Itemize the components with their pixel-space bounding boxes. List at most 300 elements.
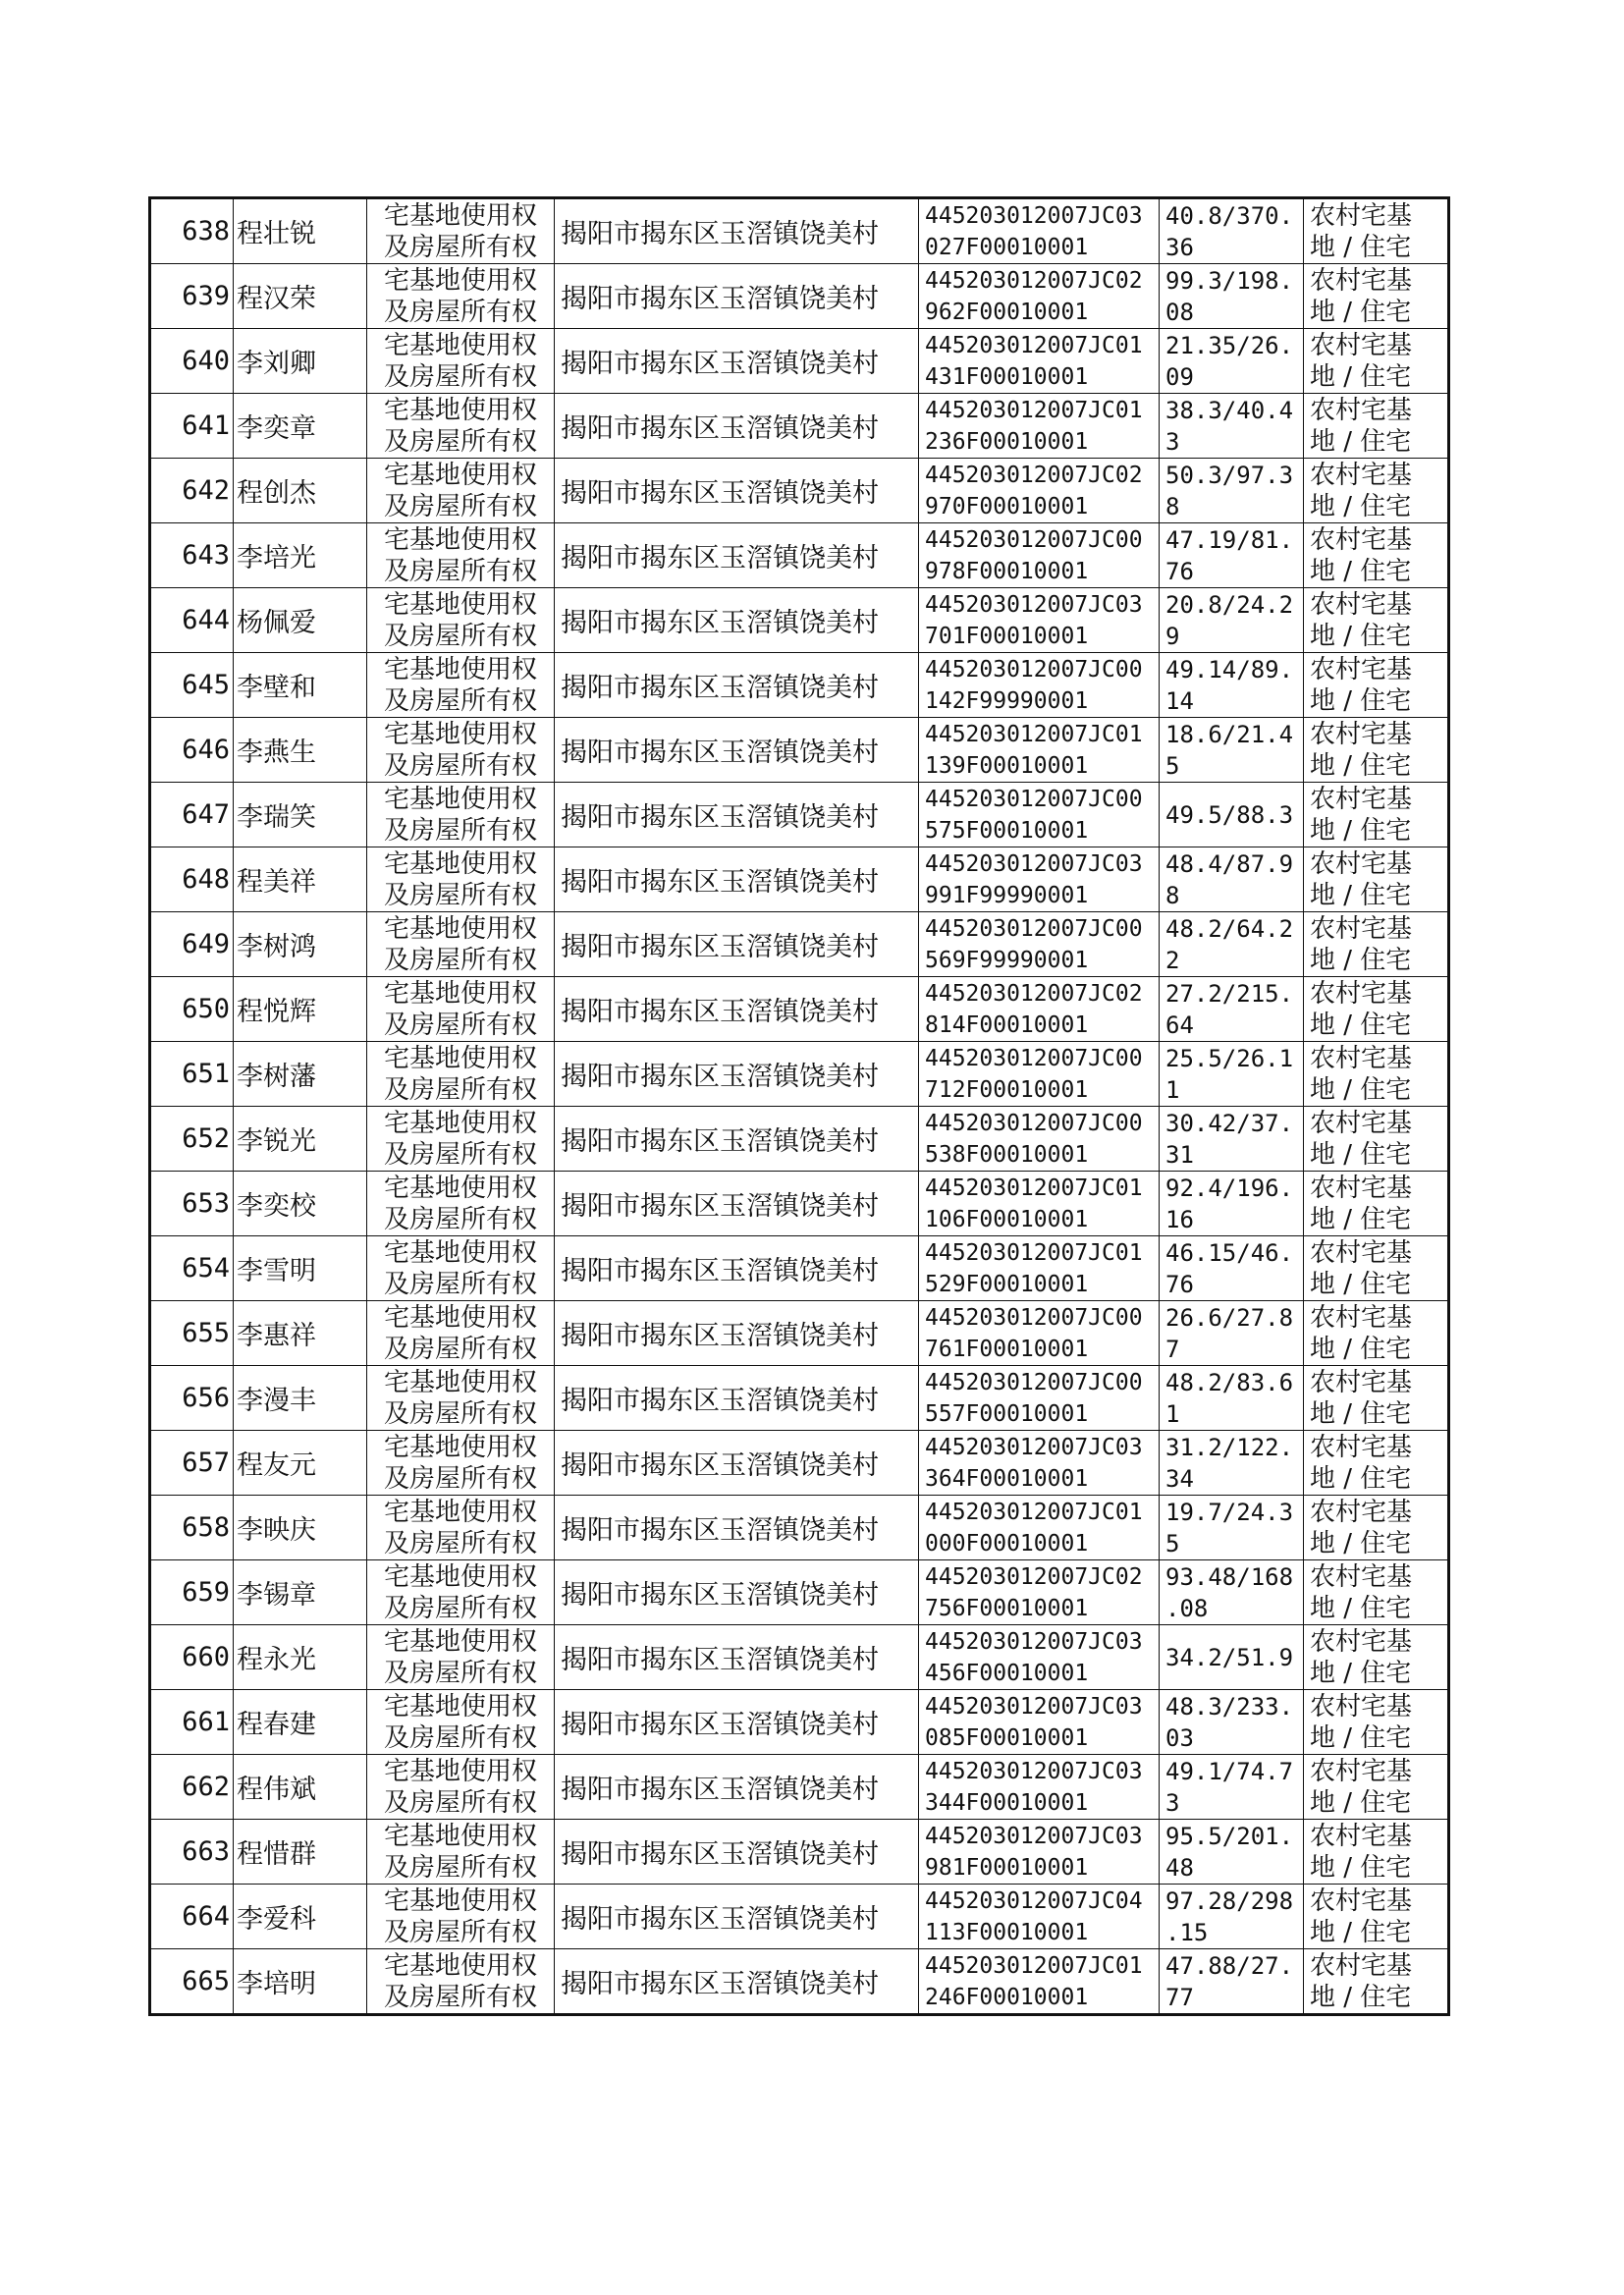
unit-code-text: 557F00010001: [925, 1400, 1089, 1427]
land-use-text: 农村宅基: [1310, 1108, 1413, 1138]
unit-code: [919, 1107, 1160, 1172]
area-value-text: 8: [1165, 881, 1180, 909]
unit-code: [919, 1496, 1160, 1560]
right-type: [367, 329, 555, 394]
land-use: [1304, 523, 1449, 588]
owner-name-text: 程伟斌: [237, 1775, 316, 1805]
unit-code-text: 569F99990001: [925, 947, 1089, 973]
owner-name-text: 程春建: [237, 1710, 316, 1740]
unit-code-text: 445203012007JC01: [925, 1952, 1143, 1979]
table-row: [150, 1042, 1449, 1107]
area-value-text: 8: [1165, 492, 1180, 520]
row-number: [150, 1755, 234, 1820]
table-row: [150, 912, 1449, 977]
area-value: [1160, 718, 1304, 783]
owner-name-text: 李惠祥: [237, 1321, 316, 1351]
area-value-text: 92.4/196.: [1165, 1174, 1294, 1202]
land-use-text: 地 / 住宅: [1310, 1528, 1412, 1558]
table-row: [150, 1690, 1449, 1755]
land-use-text: 农村宅基: [1310, 1821, 1413, 1851]
right-type-text: 及房屋所有权: [383, 880, 537, 910]
table-row: [150, 264, 1449, 329]
unit-code: [919, 1236, 1160, 1301]
table-row: [150, 653, 1449, 718]
table-row: [150, 588, 1449, 653]
unit-code: [919, 1820, 1160, 1885]
right-type: [367, 783, 555, 847]
owner-name-text: 李壁和: [237, 673, 316, 703]
land-use: [1304, 1496, 1449, 1560]
area-value: [1160, 912, 1304, 977]
unit-code: [919, 459, 1160, 523]
location: [555, 1560, 919, 1625]
right-type-text: 及房屋所有权: [383, 1074, 537, 1105]
land-use: [1304, 1172, 1449, 1236]
land-use: [1304, 912, 1449, 977]
row-number-text: 649: [182, 929, 230, 959]
table-row: [150, 198, 1449, 264]
row-number: [150, 329, 234, 394]
row-number: [150, 1690, 234, 1755]
row-number-text: 660: [182, 1642, 230, 1672]
location: [555, 264, 919, 329]
location-text: 揭阳市揭东区玉滘镇饶美村: [561, 1126, 879, 1157]
row-number-text: 642: [182, 475, 230, 506]
table-row: [150, 1107, 1449, 1172]
table-row: [150, 718, 1449, 783]
unit-code-text: 445203012007JC02: [925, 980, 1143, 1007]
right-type: [367, 588, 555, 653]
location: [555, 1820, 919, 1885]
land-use: [1304, 1366, 1449, 1431]
unit-code: [919, 329, 1160, 394]
land-use: [1304, 1560, 1449, 1625]
row-number-text: 655: [182, 1318, 230, 1348]
right-type-text: 及房屋所有权: [383, 1658, 537, 1688]
owner-name: [234, 1301, 367, 1366]
unit-code-text: 364F00010001: [925, 1465, 1089, 1492]
area-value-text: 47.19/81.: [1165, 525, 1294, 554]
right-type: [367, 1560, 555, 1625]
area-value-text: 9: [1165, 622, 1180, 650]
location-text: 揭阳市揭东区玉滘镇饶美村: [561, 349, 879, 379]
area-value: [1160, 1885, 1304, 1949]
row-number-text: 664: [182, 1901, 230, 1932]
right-type-text: 宅基地使用权: [383, 719, 537, 749]
owner-name-text: 程创杰: [237, 478, 316, 509]
land-use-text: 地 / 住宅: [1310, 1074, 1412, 1105]
table-row: [150, 1755, 1449, 1820]
owner-name-text: 李培明: [237, 1969, 316, 1999]
unit-code-text: 445203012007JC03: [925, 1758, 1143, 1784]
unit-code-text: 445203012007JC03: [925, 850, 1143, 877]
row-number: [150, 1107, 234, 1172]
right-type: [367, 977, 555, 1042]
unit-code: [919, 588, 1160, 653]
unit-code-text: 445203012007JC00: [925, 1045, 1143, 1071]
land-use-text: 地 / 住宅: [1310, 1658, 1412, 1688]
right-type-text: 宅基地使用权: [383, 1497, 537, 1527]
unit-code-text: 027F00010001: [925, 234, 1089, 260]
area-value-text: 20.8/24.2: [1165, 590, 1294, 619]
table-row: [150, 329, 1449, 394]
location-text: 揭阳市揭东区玉滘镇饶美村: [561, 1386, 879, 1416]
right-type-text: 及房屋所有权: [383, 1722, 537, 1753]
unit-code-text: 445203012007JC02: [925, 1563, 1143, 1590]
right-type: [367, 653, 555, 718]
table-row: [150, 977, 1449, 1042]
land-use-text: 地 / 住宅: [1310, 297, 1412, 327]
right-type-text: 及房屋所有权: [383, 685, 537, 716]
right-type-text: 宅基地使用权: [383, 589, 537, 620]
right-type: [367, 1949, 555, 2015]
area-value: [1160, 1820, 1304, 1885]
right-type-text: 及房屋所有权: [383, 1334, 537, 1364]
land-use-text: 农村宅基: [1310, 1561, 1413, 1592]
right-type-text: 及房屋所有权: [383, 1982, 537, 2012]
unit-code: [919, 718, 1160, 783]
area-value-text: 09: [1165, 362, 1194, 391]
right-type-text: 宅基地使用权: [383, 1237, 537, 1268]
unit-code: [919, 264, 1160, 329]
row-number-text: 654: [182, 1253, 230, 1284]
row-number-text: 650: [182, 994, 230, 1024]
land-use-text: 农村宅基: [1310, 1043, 1413, 1073]
right-type-text: 宅基地使用权: [383, 1561, 537, 1592]
unit-code-text: 445203012007JC00: [925, 786, 1143, 812]
row-number: [150, 523, 234, 588]
owner-name-text: 程惜群: [237, 1839, 316, 1870]
area-value: [1160, 1172, 1304, 1236]
unit-code-text: 445203012007JC04: [925, 1887, 1143, 1914]
table-row: [150, 1560, 1449, 1625]
row-number-text: 640: [182, 346, 230, 376]
right-type: [367, 912, 555, 977]
land-use: [1304, 1236, 1449, 1301]
area-value: [1160, 1431, 1304, 1496]
location: [555, 1690, 919, 1755]
owner-name-text: 李燕生: [237, 738, 316, 768]
owner-name-text: 李锡章: [237, 1580, 316, 1611]
area-value-text: 95.5/201.: [1165, 1822, 1294, 1850]
area-value: [1160, 1690, 1304, 1755]
unit-code: [919, 1366, 1160, 1431]
right-type-text: 宅基地使用权: [383, 1756, 537, 1786]
row-number: [150, 1172, 234, 1236]
land-use-text: 地 / 住宅: [1310, 426, 1412, 457]
right-type-text: 宅基地使用权: [383, 1108, 537, 1138]
right-type-text: 及房屋所有权: [383, 491, 537, 521]
unit-code-text: 445203012007JC00: [925, 1369, 1143, 1395]
land-use-text: 农村宅基: [1310, 848, 1413, 879]
area-value-text: 34: [1165, 1464, 1194, 1493]
location: [555, 329, 919, 394]
right-type-text: 宅基地使用权: [383, 395, 537, 425]
land-use-text: 农村宅基: [1310, 1497, 1413, 1527]
right-type: [367, 264, 555, 329]
area-value: [1160, 847, 1304, 912]
row-number-text: 647: [182, 799, 230, 830]
row-number-text: 646: [182, 735, 230, 765]
owner-name-text: 李雪明: [237, 1256, 316, 1286]
row-number: [150, 1560, 234, 1625]
owner-name: [234, 847, 367, 912]
land-use-text: 地 / 住宅: [1310, 1787, 1412, 1818]
area-value-text: .08: [1165, 1594, 1209, 1622]
right-type: [367, 718, 555, 783]
location-text: 揭阳市揭东区玉滘镇饶美村: [561, 1580, 879, 1611]
owner-name: [234, 1885, 367, 1949]
land-use-text: 农村宅基: [1310, 784, 1413, 814]
right-type-text: 宅基地使用权: [383, 1173, 537, 1203]
area-value: [1160, 1755, 1304, 1820]
location: [555, 977, 919, 1042]
right-type-text: 及房屋所有权: [383, 1398, 537, 1429]
right-type-text: 宅基地使用权: [383, 654, 537, 684]
right-type-text: 及房屋所有权: [383, 750, 537, 781]
location-text: 揭阳市揭东区玉滘镇饶美村: [561, 1710, 879, 1740]
right-type-text: 及房屋所有权: [383, 556, 537, 586]
unit-code-text: 445203012007JC03: [925, 1693, 1143, 1720]
unit-code-text: 085F00010001: [925, 1724, 1089, 1751]
row-number-text: 663: [182, 1836, 230, 1867]
area-value-text: 46.15/46.: [1165, 1238, 1294, 1267]
area-value-text: 36: [1165, 233, 1194, 261]
row-number: [150, 394, 234, 459]
right-type: [367, 1172, 555, 1236]
area-value-text: 21.35/26.: [1165, 331, 1294, 359]
land-use-text: 农村宅基: [1310, 1950, 1413, 1981]
location: [555, 1431, 919, 1496]
location-text: 揭阳市揭东区玉滘镇饶美村: [561, 1515, 879, 1546]
land-use: [1304, 329, 1449, 394]
right-type: [367, 1236, 555, 1301]
unit-code-text: 445203012007JC01: [925, 397, 1143, 423]
location: [555, 847, 919, 912]
row-number: [150, 912, 234, 977]
row-number: [150, 1366, 234, 1431]
right-type-text: 宅基地使用权: [383, 784, 537, 814]
location-text: 揭阳市揭东区玉滘镇饶美村: [561, 284, 879, 314]
unit-code-text: 814F00010001: [925, 1011, 1089, 1038]
land-use-text: 农村宅基: [1310, 1173, 1413, 1203]
unit-code: [919, 1172, 1160, 1236]
table-row: [150, 1366, 1449, 1431]
right-type-text: 及房屋所有权: [383, 1787, 537, 1818]
land-use: [1304, 394, 1449, 459]
unit-code-text: 431F00010001: [925, 363, 1089, 390]
land-use-text: 农村宅基: [1310, 1302, 1413, 1333]
land-use-text: 地 / 住宅: [1310, 1269, 1412, 1299]
owner-name-text: 李树藩: [237, 1062, 316, 1092]
location-text: 揭阳市揭东区玉滘镇饶美村: [561, 1321, 879, 1351]
row-number-text: 643: [182, 540, 230, 571]
area-value: [1160, 523, 1304, 588]
location-text: 揭阳市揭东区玉滘镇饶美村: [561, 1256, 879, 1286]
owner-name: [234, 1042, 367, 1107]
land-use: [1304, 977, 1449, 1042]
owner-name: [234, 1820, 367, 1885]
land-use-text: 地 / 住宅: [1310, 1982, 1412, 2012]
unit-code-text: 445203012007JC02: [925, 267, 1143, 294]
area-value-text: 30.42/37.: [1165, 1109, 1294, 1137]
owner-name-text: 李锐光: [237, 1126, 316, 1157]
land-use-text: 地 / 住宅: [1310, 1139, 1412, 1170]
right-type-text: 宅基地使用权: [383, 848, 537, 879]
owner-name: [234, 783, 367, 847]
land-use-text: 地 / 住宅: [1310, 491, 1412, 521]
row-number-text: 661: [182, 1707, 230, 1737]
right-type-text: 及房屋所有权: [383, 1593, 537, 1623]
location-text: 揭阳市揭东区玉滘镇饶美村: [561, 997, 879, 1027]
location-text: 揭阳市揭东区玉滘镇饶美村: [561, 219, 879, 249]
area-value: [1160, 198, 1304, 264]
right-type: [367, 394, 555, 459]
land-use: [1304, 459, 1449, 523]
area-value-text: 7: [1165, 1335, 1180, 1363]
area-value: [1160, 653, 1304, 718]
area-value: [1160, 783, 1304, 847]
area-value: [1160, 1625, 1304, 1690]
land-use-text: 地 / 住宅: [1310, 880, 1412, 910]
unit-code-text: 445203012007JC01: [925, 1239, 1143, 1266]
area-value: [1160, 1301, 1304, 1366]
area-value-text: 1: [1165, 1399, 1180, 1428]
row-number: [150, 1431, 234, 1496]
land-use: [1304, 1755, 1449, 1820]
area-value-text: 76: [1165, 557, 1194, 585]
row-number: [150, 1820, 234, 1885]
right-type-text: 及房屋所有权: [383, 621, 537, 651]
land-use-text: 农村宅基: [1310, 395, 1413, 425]
area-value-text: 48.3/233.: [1165, 1692, 1294, 1721]
location: [555, 1885, 919, 1949]
unit-code-text: 246F00010001: [925, 1984, 1089, 2010]
table-body: [150, 198, 1449, 2015]
right-type: [367, 523, 555, 588]
land-use-text: 地 / 住宅: [1310, 815, 1412, 846]
row-number-text: 638: [182, 216, 230, 246]
area-value-text: 48: [1165, 1853, 1194, 1882]
land-use-text: 农村宅基: [1310, 589, 1413, 620]
land-use: [1304, 1107, 1449, 1172]
land-use-text: 农村宅基: [1310, 1432, 1413, 1462]
location: [555, 198, 919, 264]
right-type: [367, 1690, 555, 1755]
location-text: 揭阳市揭东区玉滘镇饶美村: [561, 1191, 879, 1222]
land-use: [1304, 198, 1449, 264]
location: [555, 1755, 919, 1820]
land-use-text: 地 / 住宅: [1310, 1852, 1412, 1883]
unit-code-text: 529F00010001: [925, 1271, 1089, 1297]
location: [555, 718, 919, 783]
area-value-text: 76: [1165, 1270, 1194, 1298]
unit-code-text: 575F00010001: [925, 817, 1089, 844]
table-row: [150, 847, 1449, 912]
table-row: [150, 394, 1449, 459]
area-value-text: 16: [1165, 1205, 1194, 1233]
location: [555, 1496, 919, 1560]
land-use: [1304, 1042, 1449, 1107]
row-number-text: 665: [182, 1966, 230, 1996]
row-number: [150, 1236, 234, 1301]
land-use-text: 地 / 住宅: [1310, 750, 1412, 781]
owner-name: [234, 588, 367, 653]
land-use: [1304, 1301, 1449, 1366]
owner-name: [234, 1496, 367, 1560]
location: [555, 1366, 919, 1431]
row-number-text: 659: [182, 1577, 230, 1608]
area-value-text: 50.3/97.3: [1165, 461, 1294, 489]
table-row: [150, 783, 1449, 847]
right-type-text: 及房屋所有权: [383, 1204, 537, 1234]
owner-name: [234, 1560, 367, 1625]
land-use-text: 农村宅基: [1310, 978, 1413, 1009]
owner-name: [234, 1172, 367, 1236]
right-type-text: 宅基地使用权: [383, 1043, 537, 1073]
owner-name-text: 李漫丰: [237, 1386, 316, 1416]
area-value-text: 2: [1165, 946, 1180, 974]
land-use-text: 地 / 住宅: [1310, 1722, 1412, 1753]
unit-code-text: 456F00010001: [925, 1660, 1089, 1686]
area-value: [1160, 1236, 1304, 1301]
unit-code-text: 445203012007JC00: [925, 1110, 1143, 1136]
unit-code-text: 000F00010001: [925, 1530, 1089, 1557]
owner-name: [234, 1366, 367, 1431]
row-number-text: 639: [182, 281, 230, 311]
location-text: 揭阳市揭东区玉滘镇饶美村: [561, 1450, 879, 1481]
unit-code-text: 139F00010001: [925, 752, 1089, 779]
location-text: 揭阳市揭东区玉滘镇饶美村: [561, 543, 879, 574]
row-number-text: 645: [182, 670, 230, 700]
area-value-text: 31.2/122.: [1165, 1433, 1294, 1461]
land-use: [1304, 847, 1449, 912]
area-value-text: 38.3/40.4: [1165, 396, 1294, 424]
right-type-text: 及房屋所有权: [383, 426, 537, 457]
owner-name: [234, 198, 367, 264]
owner-name: [234, 1755, 367, 1820]
area-value-text: 49.1/74.7: [1165, 1757, 1294, 1785]
location-text: 揭阳市揭东区玉滘镇饶美村: [561, 478, 879, 509]
right-type-text: 宅基地使用权: [383, 913, 537, 944]
location-text: 揭阳市揭东区玉滘镇饶美村: [561, 932, 879, 962]
area-value-text: 3: [1165, 1788, 1180, 1817]
unit-code: [919, 653, 1160, 718]
land-use-text: 地 / 住宅: [1310, 556, 1412, 586]
location: [555, 912, 919, 977]
unit-code: [919, 1690, 1160, 1755]
location: [555, 459, 919, 523]
land-use-text: 地 / 住宅: [1310, 232, 1412, 262]
owner-name-text: 李映庆: [237, 1515, 316, 1546]
land-use: [1304, 1820, 1449, 1885]
right-type-text: 宅基地使用权: [383, 1885, 537, 1916]
right-type: [367, 1755, 555, 1820]
location: [555, 1236, 919, 1301]
unit-code-text: 113F00010001: [925, 1919, 1089, 1945]
right-type-text: 宅基地使用权: [383, 524, 537, 555]
unit-code-text: 981F00010001: [925, 1854, 1089, 1881]
land-use-text: 地 / 住宅: [1310, 1917, 1412, 1947]
land-use-text: 地 / 住宅: [1310, 1334, 1412, 1364]
location: [555, 783, 919, 847]
table-row: [150, 1885, 1449, 1949]
location-text: 揭阳市揭东区玉滘镇饶美村: [561, 1062, 879, 1092]
area-value-text: 34.2/51.9: [1165, 1643, 1294, 1671]
area-value-text: 31: [1165, 1140, 1194, 1169]
land-use: [1304, 783, 1449, 847]
owner-name-text: 李瑞笑: [237, 802, 316, 833]
